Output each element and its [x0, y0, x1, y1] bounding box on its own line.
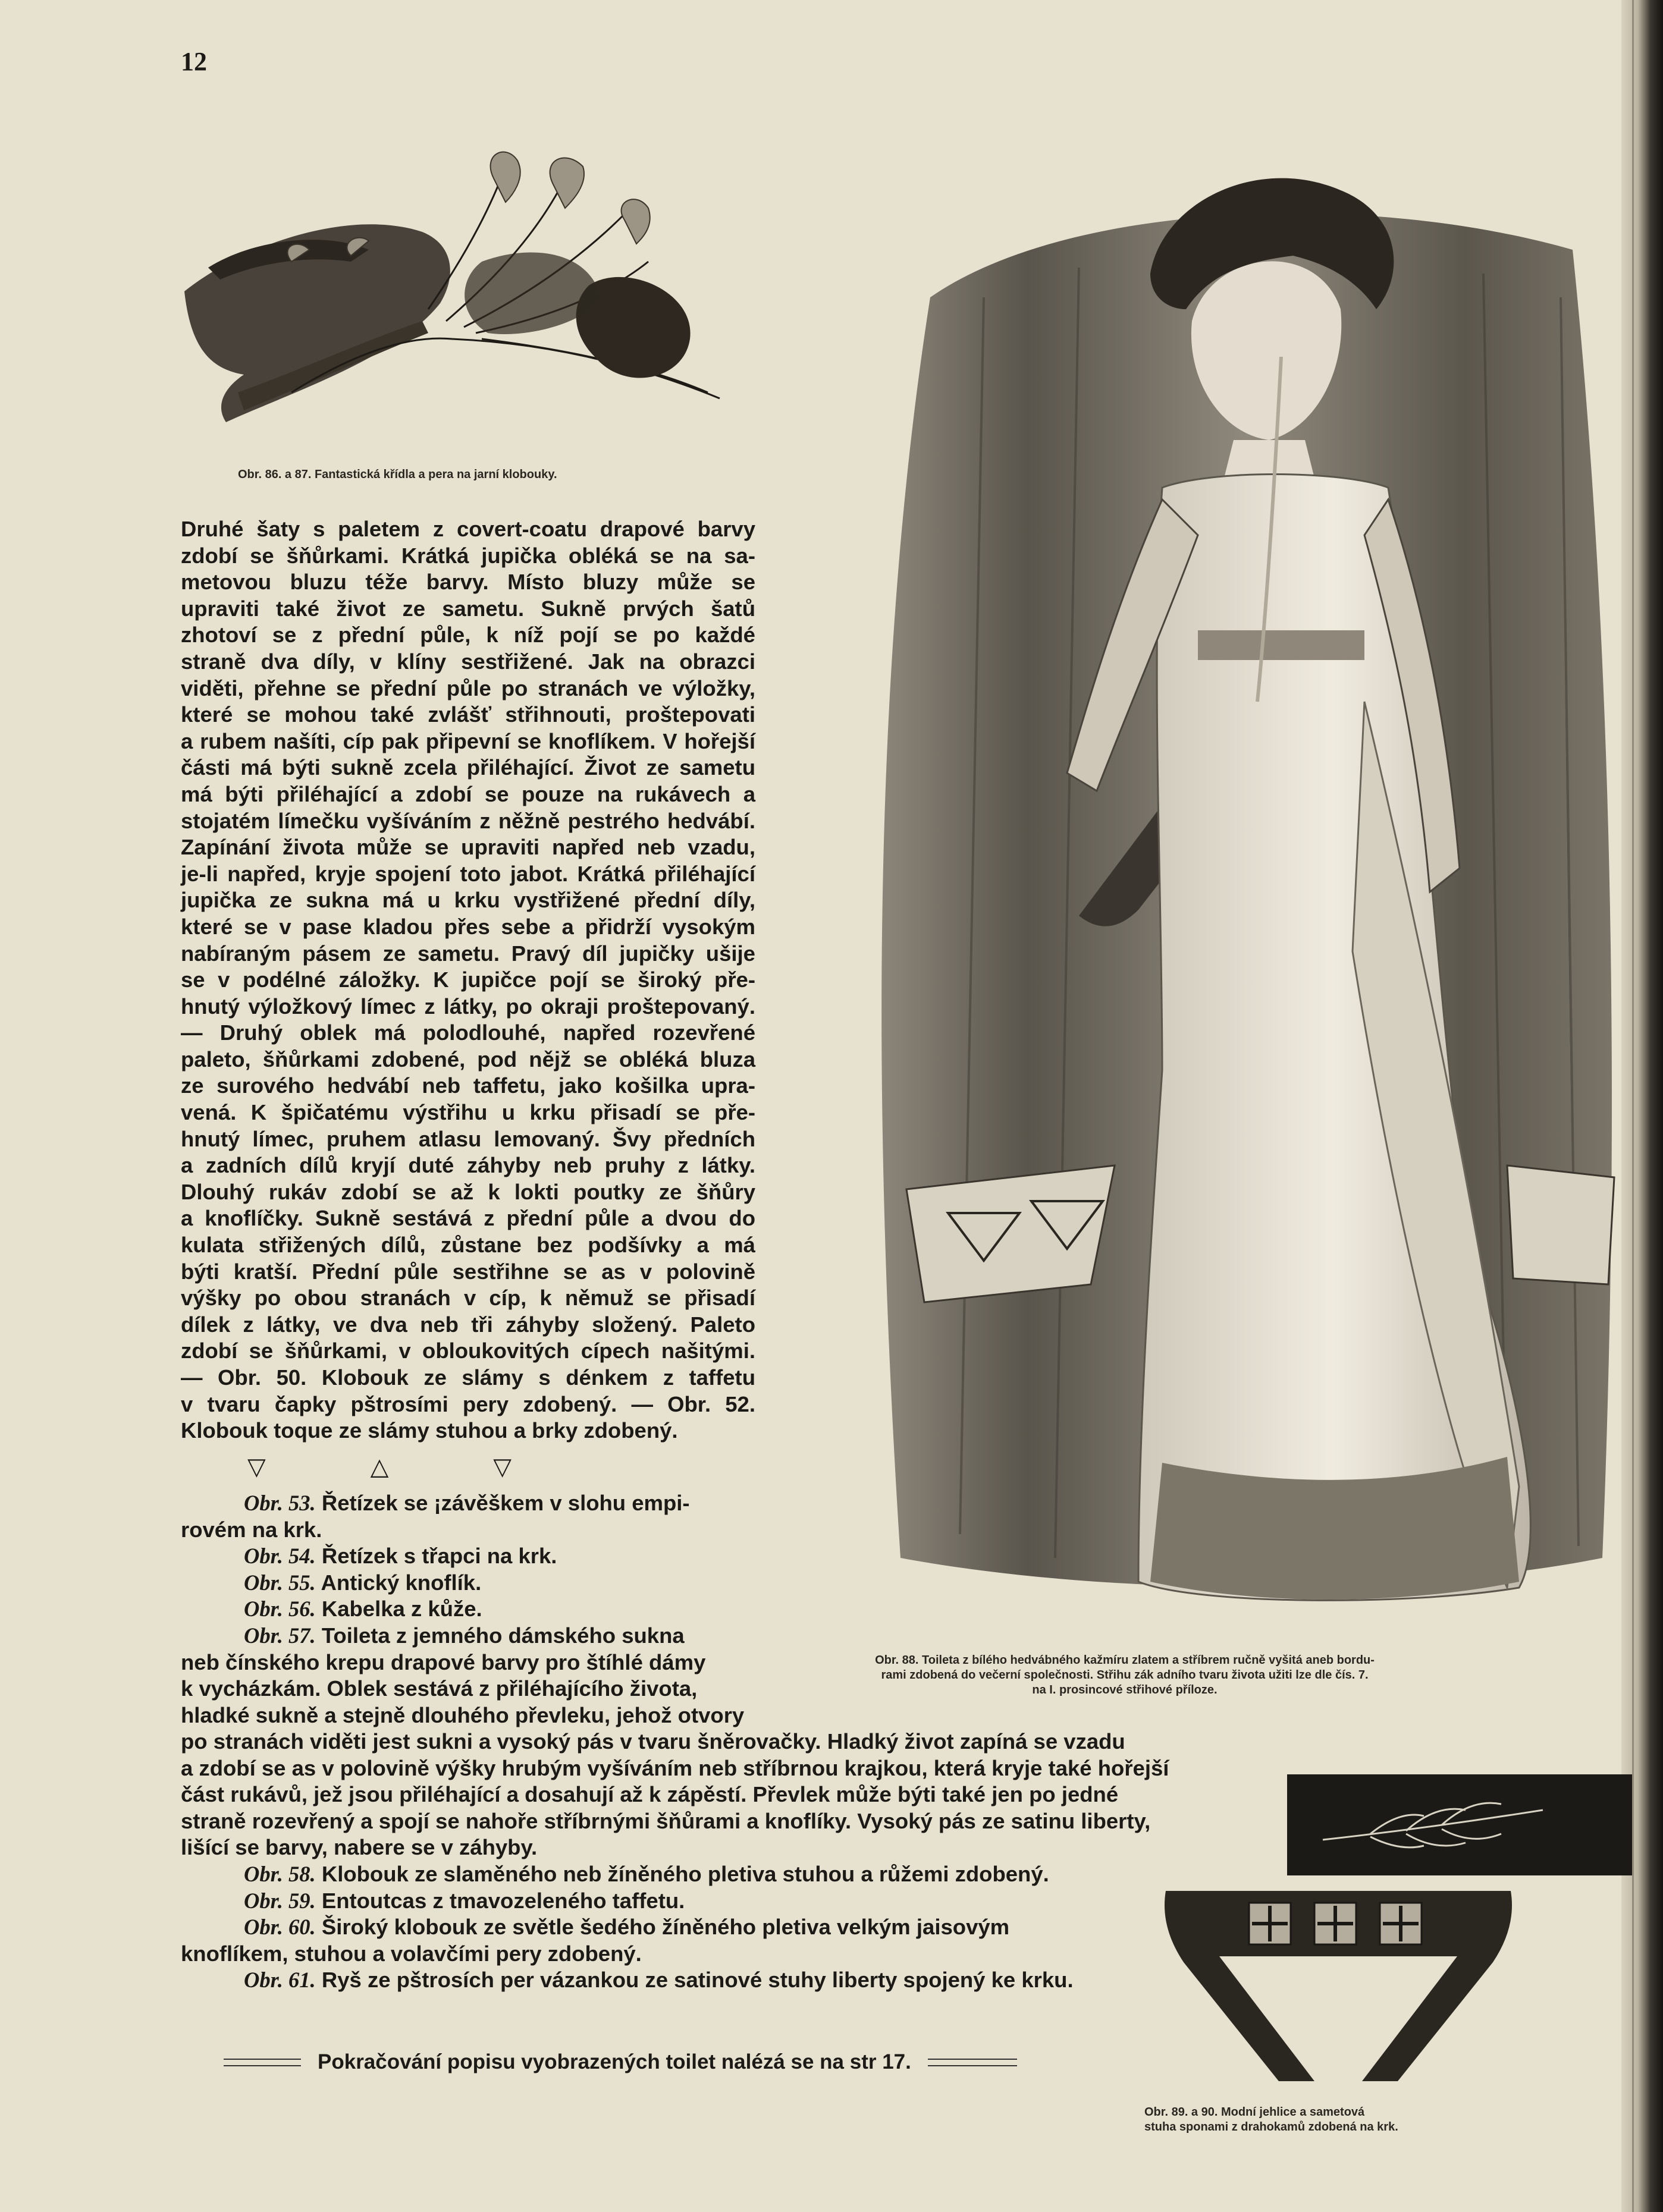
body-line: a rubem našíti, cíp pak připevní se knoflíkem. V hořejší — [181, 728, 755, 753]
body-line: upraviti také život ze sametu. Sukně prvých šatů — [181, 596, 755, 621]
body-line: výšky po obou stranách v cíp, k němuž se přisadí — [181, 1286, 755, 1311]
body-line: části má býti sukně zcela přiléhající. Život ze sametu — [181, 755, 755, 780]
body-line: Klobouk toque ze slámy stuhou a brky zdobený. — [181, 1418, 678, 1443]
figure-number-label: Obr. 58. — [244, 1861, 316, 1886]
caption-fig-86-87: Obr. 86. a 87. Fantastická křídla a pera na jarní klobouky. — [238, 468, 557, 481]
figure-description-text: Kabelka z kůže. — [321, 1597, 482, 1622]
body-line: má býti přiléhající a zdobí se pouze na rukávech a — [181, 781, 755, 806]
body-line: Zapínání života může se upraviti napřed neb vzadu, — [181, 835, 755, 860]
body-line: ze surového hedvábí neb taffetu, jako košilka upra- — [181, 1073, 755, 1098]
figure-description-text: Ryš ze pštrosích per vázankou ze satinové stuhy liberty spojený ke krku. — [321, 1968, 1074, 1993]
figure-number-label: Obr. 57. — [244, 1623, 316, 1648]
figure-number-label: Obr. 60. — [244, 1915, 316, 1940]
body-line: zhotoví se z přední půle, k níž pojí se po každé — [181, 623, 755, 648]
body-line: a zadních dílů kryjí duté záhyby neb pruhy z látky. — [181, 1153, 755, 1178]
body-line: v tvaru čapky pštrosími pery zdobený. — Obr. 52. — [181, 1391, 755, 1416]
figure-description-line — [181, 1914, 1121, 1941]
caption-fig-88-line: rami zdobená do večerní společnosti. Střihu zák adního tvaru života užiti lze dle čís. 7. — [881, 1669, 1369, 1682]
figure-description-line — [181, 1781, 1121, 1808]
figure-description-text: Řetízek se ¡závěškem v slohu empi- — [321, 1491, 690, 1515]
triangle-down-icon: ▽ — [493, 1453, 512, 1481]
body-line: je-li napřed, kryje spojení toto jabot. Krátká přiléhající — [181, 861, 755, 886]
figure-description-line — [181, 1596, 755, 1623]
figure-description-text: neb čínského krepu drapové barvy pro štíhlé dámy — [181, 1649, 706, 1674]
feathers-illustration — [172, 143, 827, 452]
body-line: Dlouhý rukáv zdobí se až k lokti poutky ze šňůry — [181, 1179, 755, 1204]
caption-fig-88-line: Obr. 88. Toileta z bílého hedvábného kažmíru zlatem a stříbrem ručně vyšitá aneb bordu- — [875, 1654, 1375, 1667]
figure-description-line — [181, 1676, 755, 1702]
figure-description-line — [181, 1729, 1125, 1755]
figure-description-line — [181, 1755, 1169, 1782]
caption-fig-89-90-line: Obr. 89. a 90. Modní jehlice a sametová — [1144, 2106, 1365, 2119]
figure-description-text: část rukávů, jež jsou přiléhající a dosahují až k zápěstí. Převlek může býti také jen po jedné — [181, 1782, 1119, 1807]
body-line: paleto, šňůrkami zdobené, pod nějž se obléká bluza — [181, 1047, 755, 1072]
figure-number-label: Obr. 54. — [244, 1544, 316, 1569]
body-line: dílek z látky, ve dva neb tři záhyby složený. Paleto — [181, 1312, 755, 1337]
continuation-footer — [224, 2050, 1110, 2074]
figure-description-line — [181, 1490, 755, 1517]
hair-pin-illustration — [1287, 1774, 1632, 1875]
caption-fig-88 — [783, 1653, 1467, 1698]
footer-rule-left — [224, 2059, 301, 2066]
figure-description-text: Široký klobouk ze světle šedého žíněného pletiva velkým jaisovým — [321, 1915, 1010, 1940]
body-line: býti kratší. Přední půle sestřihne se as v polovině — [181, 1259, 755, 1284]
footer-rule-right — [928, 2059, 1017, 2066]
body-line: jupička ze sukna má u krku vystřižené přední díly, — [181, 888, 755, 913]
body-line: které se mohou také zvlášť střihnouti, proštepovati — [181, 702, 755, 727]
body-line: — Druhý oblek má polodlouhé, napřed rozevřené — [181, 1020, 755, 1045]
figure-description-text: k vycházkám. Oblek sestává z přiléhajícího života, — [181, 1676, 698, 1701]
figure-number-label: Obr. 61. — [244, 1968, 316, 1993]
body-line: straně dva díly, v klíny sestřižené. Jak na obrazci — [181, 649, 755, 674]
figure-number-label: Obr. 53. — [244, 1491, 316, 1515]
body-line: a knoflíčky. Sukně sestává z přední půle a dvou do — [181, 1206, 755, 1231]
body-line: se v podélné záložky. K jupičce pojí se široký pře- — [181, 967, 755, 992]
triangle-up-icon: △ — [370, 1453, 389, 1481]
figure-number-label: Obr. 55. — [244, 1570, 316, 1595]
figure-description-text: a zdobí se as v polovině výšky hrubým vyšíváním neb stříbrnou krajkou, která kryje také hořejší — [181, 1755, 1169, 1780]
article-body — [181, 516, 755, 1444]
figure-description-text: knoflíkem, stuhou a volavčími pery zdobený. — [181, 1941, 642, 1966]
evening-gown-illustration — [829, 119, 1636, 1617]
figure-description-line — [181, 1888, 1121, 1915]
figure-description-line — [181, 1570, 755, 1597]
caption-fig-89-90-line: stuha sponami z drahokamů zdobená na krk. — [1144, 2120, 1398, 2134]
figure-descriptions-wide — [181, 1729, 1169, 1994]
figure-description-text: Antický knoflík. — [321, 1570, 482, 1595]
section-separator — [195, 1453, 564, 1481]
velvet-band-illustration — [1160, 1879, 1517, 2099]
footer-text: Pokračování popisu vyobrazených toilet nalézá se na str 17. — [318, 2050, 911, 2073]
body-line: zdobí se šňůrkami. Krátká jupička obléká se na sa- — [181, 543, 755, 568]
figure-description-line — [181, 1517, 755, 1544]
triangle-down-icon: ▽ — [247, 1453, 266, 1481]
figure-description-text: straně rozevřený a spojí se nahoře stříbrnými šňůrami a knoflíky. Vysoký pás ze satinu liberty, — [181, 1808, 1151, 1833]
body-line: které se v pase kladou přes sebe a přidrží vysokým — [181, 914, 755, 939]
figure-description-line — [181, 1808, 1151, 1835]
figure-description-text: rovém na krk. — [181, 1517, 322, 1542]
body-line: nabíraným pásem ze sametu. Pravý díl jupičky ušije — [181, 941, 755, 966]
figure-description-line — [181, 1834, 1121, 1861]
figure-description-line — [181, 1702, 755, 1729]
figure-description-line — [181, 1861, 1121, 1888]
figure-description-text: hladké sukně a stejně dlouhého převleku, jehož otvory — [181, 1702, 745, 1727]
figure-description-text: po stranách viděti jest sukni a vysoký pás v tvaru šněrovačky. Hladký život zapíná se vzadu — [181, 1729, 1125, 1754]
body-line: vená. K špičatému výstřihu u krku přisadí se pře- — [181, 1100, 755, 1125]
figure-description-text: lišící se barvy, nabere se v záhyby. — [181, 1835, 538, 1860]
body-line: stojatém límečku vyšíváním z něžně pestrého hedvábí. — [181, 808, 755, 833]
body-line: viděti, přehne se přední půle po stranách ve výložky, — [181, 675, 755, 700]
body-line: hnutý límec, pruhem atlasu lemovaný. Švy předních — [181, 1126, 755, 1151]
figure-number-label: Obr. 59. — [244, 1888, 316, 1913]
figure-descriptions-narrow — [181, 1490, 755, 1729]
figure-description-line — [181, 1623, 755, 1649]
figure-description-line — [181, 1649, 755, 1676]
figure-description-line — [181, 1967, 1121, 1994]
body-line: metovou bluzu téže barvy. Místo bluzy může se — [181, 570, 755, 595]
figure-description-text: Entoutcas z tmavozeleného taffetu. — [321, 1888, 685, 1913]
caption-fig-89-90 — [1144, 2105, 1398, 2135]
figure-description-text: Řetízek s třapci na krk. — [321, 1544, 557, 1569]
figure-description-text: Klobouk ze slaměného neb žíněného pletiva stuhou a růžemi zdobený. — [321, 1861, 1049, 1886]
figure-description-line — [181, 1941, 1121, 1968]
body-line: — Obr. 50. Klobouk ze slámy s dénkem z taffetu — [181, 1365, 755, 1390]
figure-number-label: Obr. 56. — [244, 1597, 316, 1622]
figure-description-line — [181, 1543, 755, 1570]
caption-fig-88-line: na I. prosincové střihové příloze. — [1032, 1683, 1218, 1696]
body-line: Druhé šaty s paletem z covert-coatu drapové barvy — [181, 517, 755, 541]
body-line: zdobí se šňůrkami, v obloukovitých cípech našitými. — [181, 1338, 755, 1363]
body-line: kulata střižených dílů, zůstane bez podšívky a má — [181, 1233, 755, 1258]
page-number: 12 — [181, 47, 207, 76]
figure-description-text: Toileta z jemného dámského sukna — [321, 1623, 685, 1648]
body-line: hnutý výložkový límec z látky, po okraji proštepovaný. — [181, 994, 755, 1019]
